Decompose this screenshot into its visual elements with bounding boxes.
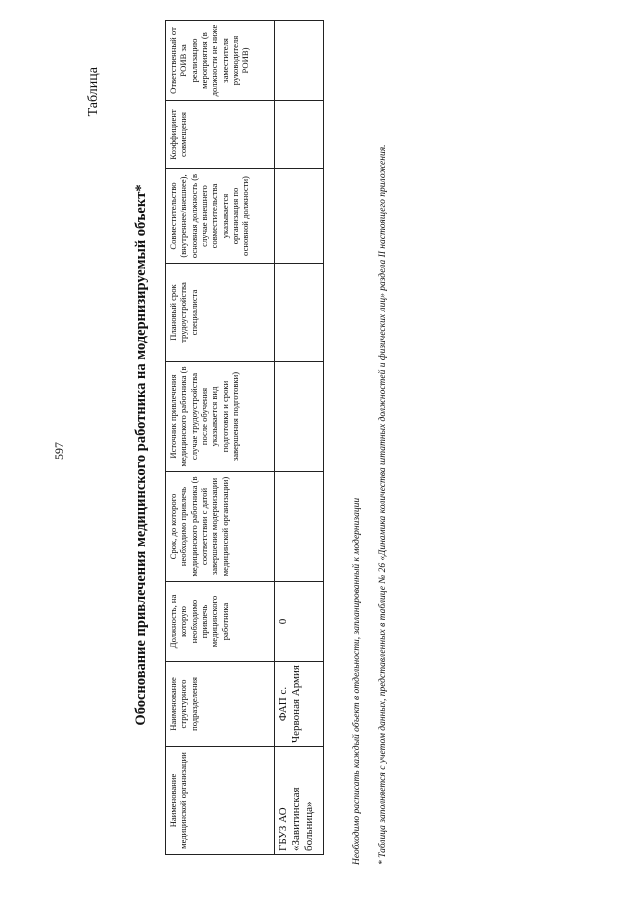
cell-organization: ГБУЗ АО «Завитинская больница» — [275, 747, 324, 855]
justification-table — [165, 20, 324, 855]
document-title: Обоснование привлечения медицинского работника на модернизируемый объект* — [133, 184, 149, 726]
cell-combination — [275, 169, 324, 264]
cell-coefficient — [275, 101, 324, 169]
header-organization: Наименование медицинской организации — [166, 747, 275, 855]
table-row — [275, 21, 324, 855]
cell-source — [275, 362, 324, 472]
header-combination: Совместительство (внутреннее/внешнее), основная должность (в случае внешнего совместительства указывается организация по основной должности) — [166, 169, 275, 264]
note-text: Необходимо расписать каждый объект в отдельности, запланированный к модернизации — [352, 497, 362, 865]
cell-responsible — [275, 21, 324, 101]
header-unit: Наименование структурного подразделения — [166, 662, 275, 747]
header-deadline: Срок, до которого необходимо привлечь медицинского работника (в соответствии с датой завершения модернизации медицинской организации) — [166, 472, 275, 582]
table-caption: Таблица — [86, 67, 101, 117]
header-position: Должность, на которую необходимо привлечь медицинского работника — [166, 582, 275, 662]
cell-planned-term — [275, 264, 324, 362]
footnote-text: * Таблица заполняется с учетом данных, представленных в таблице № 26 «Динамика количества штатных должностей и физических лиц» раздела II настоящего приложения. — [378, 144, 388, 865]
header-responsible: Ответственный от РОИВ за реализацию мероприятия (в должности не ниже заместителя руководителя РОИВ) — [166, 21, 275, 101]
header-source: Источник привлечения медицинского работника (в случае трудоустройства после обучения указывается вид подготовки и сроки завершения подготовки) — [166, 362, 275, 472]
cell-deadline — [275, 472, 324, 582]
cell-unit: ФАП с. Червоная Армия — [275, 662, 324, 747]
page-number: 597 — [52, 442, 66, 460]
cell-position: 0 — [275, 582, 324, 662]
table-header-row — [166, 21, 275, 855]
header-planned-term: Плановый срок трудоустройства специалиста — [166, 264, 275, 362]
header-coefficient: Коэффициент совмещения — [166, 101, 275, 169]
